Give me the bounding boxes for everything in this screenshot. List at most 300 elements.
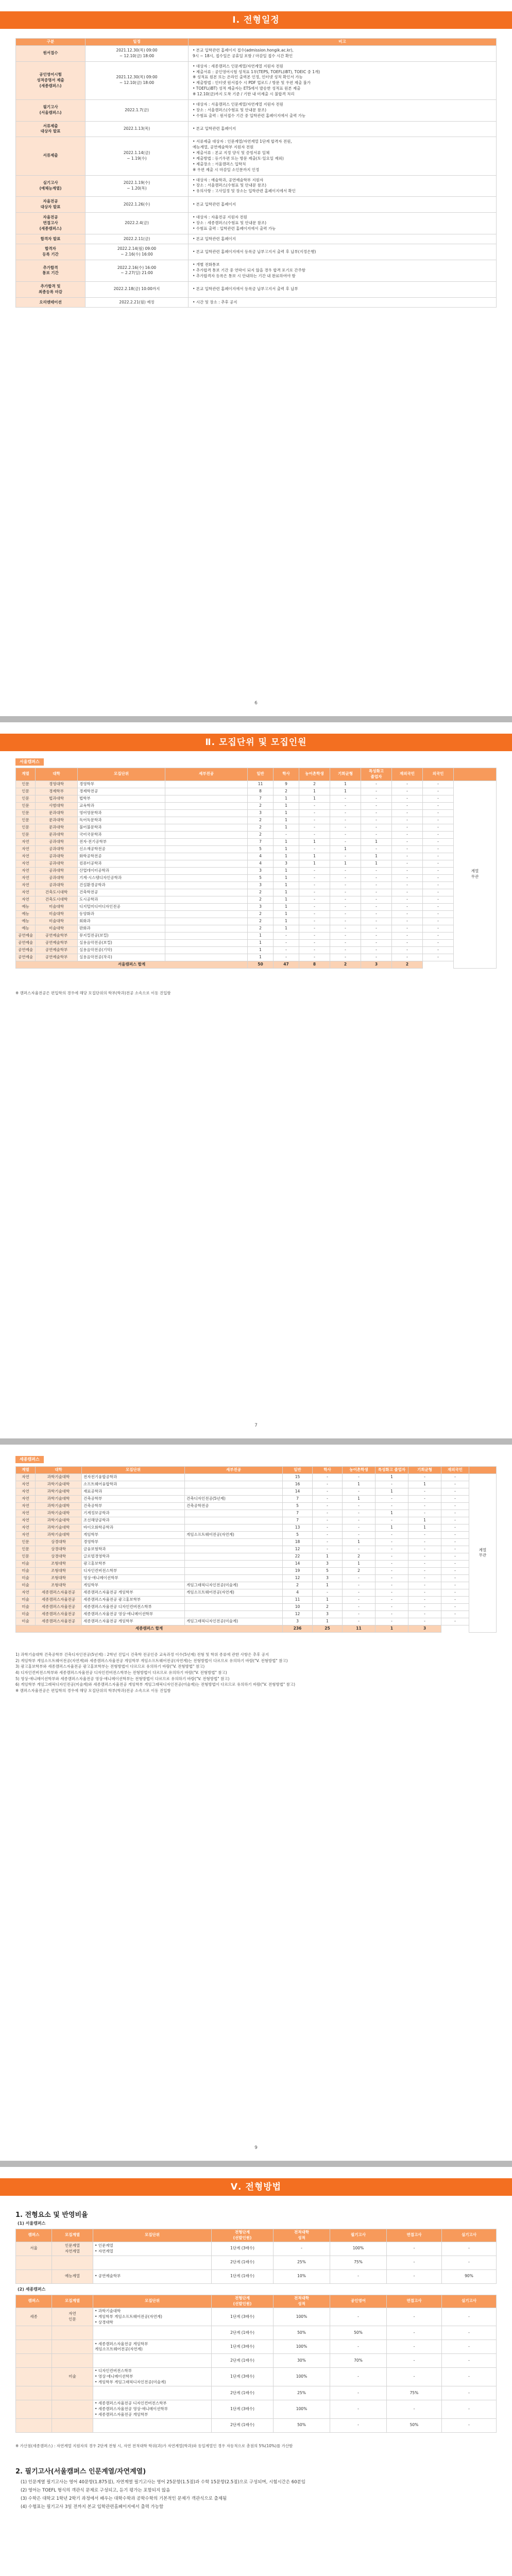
track-cell bbox=[52, 2256, 93, 2269]
major-cell bbox=[185, 1560, 283, 1567]
unit-cell: 산업데이터공학과 bbox=[78, 867, 165, 874]
side-note-cell: 계열 무관 bbox=[454, 781, 497, 968]
track-cell: 미술 bbox=[16, 1618, 36, 1625]
schedule-row bbox=[16, 137, 497, 175]
method-row bbox=[16, 2368, 497, 2386]
count-cell: - bbox=[361, 802, 392, 809]
practical-cell: - bbox=[442, 2418, 497, 2432]
track-cell: 공연예술 bbox=[16, 954, 36, 961]
college-cell: 건축도시대학 bbox=[36, 896, 78, 903]
quota-row bbox=[16, 1560, 497, 1567]
method-row bbox=[16, 2340, 497, 2354]
track-cell: 자연 bbox=[16, 896, 36, 903]
count-cell: - bbox=[361, 939, 392, 946]
unit-cell bbox=[93, 2418, 212, 2432]
college-cell: 과학기술대학 bbox=[36, 1531, 82, 1538]
track-cell: 자연 bbox=[16, 1495, 36, 1502]
quota-row bbox=[16, 903, 497, 910]
count-cell: - bbox=[361, 903, 392, 910]
count-cell: - bbox=[441, 1567, 469, 1574]
track-cell: 자연 bbox=[16, 882, 36, 889]
count-cell: 1 bbox=[330, 860, 361, 867]
count-cell: - bbox=[392, 809, 423, 817]
schedule-remark: • 대상자 : 서울캠퍼스 인문계열/자연계열 지원자 전원 • 장소 : 서울캠퍼스(수험표 및 안내문 참조) • 수험표 출력 : 원서접수 기간 중 입학관련 홈페이지에서 출력 가능 bbox=[189, 99, 497, 121]
column-header: 계열 bbox=[16, 1467, 36, 1474]
total-value: 47 bbox=[274, 961, 299, 968]
track-cell: 인문 bbox=[16, 795, 36, 802]
count-cell: 7 bbox=[283, 1495, 313, 1502]
major-cell bbox=[185, 1603, 283, 1611]
count-cell: - bbox=[423, 802, 454, 809]
page-1 bbox=[0, 0, 512, 716]
count-cell: - bbox=[392, 932, 423, 939]
schedule-row bbox=[16, 297, 497, 308]
count-cell: - bbox=[343, 1574, 376, 1582]
count-cell: - bbox=[343, 1510, 376, 1517]
track-cell: 인문 bbox=[16, 781, 36, 788]
column-header: 외국인 bbox=[423, 768, 454, 781]
quota-row bbox=[16, 1582, 497, 1589]
count-cell: 2 bbox=[248, 896, 274, 903]
college-cell: 과학기술대학 bbox=[36, 1495, 82, 1502]
interview-cell: 75% bbox=[387, 2386, 442, 2400]
count-cell: 1 bbox=[248, 946, 274, 954]
count-cell: - bbox=[392, 831, 423, 838]
count-cell: - bbox=[392, 860, 423, 867]
count-cell: - bbox=[361, 867, 392, 874]
major-cell bbox=[165, 939, 248, 946]
campus-cell bbox=[16, 2269, 52, 2283]
column-header: 모집계열 bbox=[52, 2229, 93, 2242]
count-cell: - bbox=[361, 845, 392, 853]
count-cell: 1 bbox=[274, 918, 299, 925]
written-exam-item: (2) 영어는 TOEFL 형식의 객관식 문제로 구성되고, 듣기 평가는 포함되지 않음 bbox=[21, 2488, 170, 2494]
count-cell: - bbox=[376, 1502, 408, 1510]
count-cell: 12 bbox=[283, 1574, 313, 1582]
total-value: 8 bbox=[299, 961, 330, 968]
interview-cell: - bbox=[387, 2340, 442, 2354]
track-cell: 예능 bbox=[16, 918, 36, 925]
major-cell bbox=[165, 882, 248, 889]
count-cell: - bbox=[408, 1582, 441, 1589]
column-header: 기회균형 bbox=[330, 768, 361, 781]
footnote: 5) 영상·애니메이션학부와 세종캠퍼스자율전공 영상·애니메이션학부는 전형방법이 다르므로 유의하기 바람("V. 전형방법" 참고) bbox=[15, 1676, 230, 1681]
count-cell: - bbox=[441, 1596, 469, 1603]
count-cell: - bbox=[408, 1596, 441, 1603]
count-cell: - bbox=[423, 853, 454, 860]
section-banner bbox=[0, 2178, 512, 2196]
method-row bbox=[16, 2242, 497, 2256]
count-cell: 3 bbox=[248, 903, 274, 910]
schedule-date: 2022.2.4(금) bbox=[86, 212, 189, 234]
track-cell: 자연 bbox=[16, 867, 36, 874]
track-cell: 인문 bbox=[16, 788, 36, 795]
count-cell: - bbox=[330, 939, 361, 946]
count-cell: - bbox=[376, 1596, 408, 1603]
count-cell: - bbox=[441, 1618, 469, 1625]
count-cell: - bbox=[376, 1531, 408, 1538]
unit-cell: 동양화과 bbox=[78, 910, 165, 918]
count-cell: 5 bbox=[248, 845, 274, 853]
unit-cell: 뮤지컬전공(보컬) bbox=[78, 932, 165, 939]
count-cell: 2 bbox=[248, 831, 274, 838]
count-cell: - bbox=[343, 1488, 376, 1495]
count-cell: 1 bbox=[376, 1524, 408, 1531]
column-header: 전형단계 (선발인원) bbox=[212, 2229, 274, 2242]
count-cell: - bbox=[441, 1502, 469, 1510]
count-cell: - bbox=[376, 1560, 408, 1567]
count-cell: 14 bbox=[283, 1560, 313, 1567]
interview-cell: 50% bbox=[387, 2418, 442, 2432]
column-header: 기회균형 bbox=[408, 1467, 441, 1474]
unit-cell: 금융보험학과 bbox=[82, 1546, 185, 1553]
count-cell: - bbox=[392, 845, 423, 853]
schedule-remark: • 본교 입학관련 홈페이지에서 등록금 납부고지서 출력 후 납부 bbox=[189, 281, 497, 297]
college-cell: 사범대학 bbox=[36, 802, 78, 809]
quota-row bbox=[16, 925, 497, 932]
count-cell: - bbox=[376, 1553, 408, 1560]
seoul-quota-table bbox=[15, 768, 497, 969]
count-cell: - bbox=[423, 809, 454, 817]
gpa-cell: 25% bbox=[274, 2256, 330, 2269]
count-cell: - bbox=[299, 954, 330, 961]
count-cell: - bbox=[376, 1517, 408, 1524]
count-cell: - bbox=[441, 1603, 469, 1611]
schedule-date: 2021.12.30(목) 09:00 ~ 12.10(금) 18:00 bbox=[86, 45, 189, 61]
unit-cell: 도시공학과 bbox=[78, 896, 165, 903]
unit-cell: 세종캠퍼스자율전공 디자인컨버전스학부 bbox=[82, 1603, 185, 1611]
count-cell: - bbox=[313, 1524, 343, 1531]
count-cell: - bbox=[343, 1582, 376, 1589]
major-cell bbox=[165, 903, 248, 910]
total-value: 25 bbox=[313, 1625, 343, 1632]
count-cell: 1 bbox=[330, 781, 361, 788]
count-cell: - bbox=[408, 1567, 441, 1574]
count-cell: 2 bbox=[274, 788, 299, 795]
major-cell: 게임그래픽디자인전공(미술계) bbox=[185, 1618, 283, 1625]
college-cell: 조형대학 bbox=[36, 1560, 82, 1567]
unit-cell: 재료공학과 bbox=[82, 1488, 185, 1495]
column-header: 계열 bbox=[16, 768, 36, 781]
count-cell: - bbox=[408, 1589, 441, 1596]
schedule-item: 추가합격 및 최종등록 마감 bbox=[16, 281, 86, 297]
count-cell: - bbox=[441, 1531, 469, 1538]
count-cell: - bbox=[361, 831, 392, 838]
schedule-remark: • 개별 전화통보 • 추가합격 통보 기간 중 연락이 되지 않을 경우 합격 포기로 간주함 • 추가합격자 등록은 통보 시 안내하는 기간 내 완료하여야 함 bbox=[189, 260, 497, 282]
schedule-item: 자율전공 대상자 발표 bbox=[16, 197, 86, 213]
count-cell: - bbox=[299, 817, 330, 824]
college-cell: 과학기술대학 bbox=[36, 1524, 82, 1531]
schedule-item: 오리엔테이션 bbox=[16, 297, 86, 308]
college-cell: 미술대학 bbox=[36, 918, 78, 925]
schedule-date: 2022.2.14(월) 09:00 ~ 2.16(수) 16:00 bbox=[86, 244, 189, 260]
count-cell: - bbox=[408, 1531, 441, 1538]
count-cell: 12 bbox=[283, 1546, 313, 1553]
major-cell bbox=[185, 1488, 283, 1495]
count-cell: 3 bbox=[313, 1574, 343, 1582]
page-number: 7 bbox=[254, 1423, 258, 1428]
track-cell: 예능 bbox=[16, 910, 36, 918]
track-cell: 미술 bbox=[16, 1582, 36, 1589]
quota-row bbox=[16, 939, 497, 946]
quota-row bbox=[16, 1596, 497, 1603]
schedule-row bbox=[16, 281, 497, 297]
college-cell: 공과대학 bbox=[36, 853, 78, 860]
count-cell: - bbox=[441, 1524, 469, 1531]
column-header: 재외국민 bbox=[392, 768, 423, 781]
unit-cell: 세종캠퍼스자율전공 게임학부 bbox=[82, 1589, 185, 1596]
count-cell: - bbox=[343, 1603, 376, 1611]
count-cell: - bbox=[313, 1481, 343, 1488]
unit-cell: 건축공학부 bbox=[82, 1502, 185, 1510]
count-cell: - bbox=[392, 853, 423, 860]
schedule-date: 2022.2.21(월) 예정 bbox=[86, 297, 189, 308]
quota-row bbox=[16, 838, 497, 845]
count-cell: - bbox=[441, 1574, 469, 1582]
count-cell: 2 bbox=[299, 781, 330, 788]
column-header: 모집계열 bbox=[52, 2295, 93, 2308]
count-cell: 1 bbox=[313, 1582, 343, 1589]
stage-cell: 2단계 (1배수) bbox=[212, 2386, 274, 2400]
schedule-date: 2022.2.16(수) 16:00 ~ 2.27(일) 21:00 bbox=[86, 260, 189, 282]
stage-cell: 1단계 (1배수) bbox=[212, 2269, 274, 2283]
count-cell: - bbox=[343, 1531, 376, 1538]
quota-row bbox=[16, 809, 497, 817]
count-cell: - bbox=[361, 925, 392, 932]
count-cell: 18 bbox=[283, 1538, 313, 1546]
college-cell: 경영대학 bbox=[36, 781, 78, 788]
count-cell: - bbox=[274, 932, 299, 939]
total-value: 236 bbox=[283, 1625, 313, 1632]
interview-cell: - bbox=[387, 2354, 442, 2368]
count-cell: - bbox=[376, 1589, 408, 1596]
track-cell: 미술 bbox=[16, 1611, 36, 1618]
college-cell: 건축도시대학 bbox=[36, 889, 78, 896]
count-cell: - bbox=[392, 939, 423, 946]
quota-row bbox=[16, 954, 497, 961]
count-cell: 1 bbox=[299, 838, 330, 845]
count-cell: 2 bbox=[248, 925, 274, 932]
count-cell: 1 bbox=[274, 795, 299, 802]
count-cell: - bbox=[441, 1560, 469, 1567]
unit-cell: 광고홍보학부 bbox=[82, 1560, 185, 1567]
count-cell: 1 bbox=[313, 1553, 343, 1560]
total-value: 50 bbox=[248, 961, 274, 968]
count-cell: - bbox=[299, 896, 330, 903]
count-cell: 1 bbox=[274, 817, 299, 824]
column-header: 비고 bbox=[189, 39, 497, 46]
count-cell: - bbox=[441, 1611, 469, 1618]
major-cell bbox=[185, 1596, 283, 1603]
schedule-row bbox=[16, 212, 497, 234]
count-cell: - bbox=[299, 918, 330, 925]
interview-cell: - bbox=[387, 2308, 442, 2326]
bonus-note: ※ 가산점(세종캠퍼스) : 자연계열 지원자의 경우 2단계 전형 시, 자연 전적대학 학위(과)가 자연계열(학과)와 동일계열인 경우 자동적으로 총점의 5%(10%)를 가산함 bbox=[15, 2444, 293, 2448]
column-header: 모집단위 bbox=[93, 2229, 212, 2242]
schedule-row bbox=[16, 61, 497, 99]
count-cell: - bbox=[274, 939, 299, 946]
count-cell: 14 bbox=[283, 1488, 313, 1495]
count-cell: 1 bbox=[274, 903, 299, 910]
count-cell: - bbox=[441, 1589, 469, 1596]
unit-cell: 경영학부 bbox=[78, 781, 165, 788]
count-cell: 1 bbox=[274, 824, 299, 831]
gpa-cell: 100% bbox=[274, 2340, 330, 2354]
unit-cell: 컴퓨터공학과 bbox=[78, 860, 165, 867]
count-cell: 1 bbox=[274, 874, 299, 882]
quota-row bbox=[16, 1538, 497, 1546]
column-header: 면접고사 bbox=[387, 2229, 442, 2242]
quota-row bbox=[16, 896, 497, 903]
count-cell: - bbox=[408, 1574, 441, 1582]
schedule-date: 2022.1.13(목) bbox=[86, 121, 189, 137]
practical-cell: - bbox=[442, 2308, 497, 2326]
column-header: 세부전공 bbox=[185, 1467, 283, 1474]
count-cell: - bbox=[376, 1546, 408, 1553]
count-cell: - bbox=[343, 1618, 376, 1625]
count-cell: 1 bbox=[274, 809, 299, 817]
major-cell bbox=[165, 910, 248, 918]
unit-cell bbox=[93, 2354, 212, 2368]
count-cell: - bbox=[376, 1603, 408, 1611]
college-cell: 세종캠퍼스자율전공 bbox=[36, 1589, 82, 1596]
college-cell: 세종캠퍼스자율전공 bbox=[36, 1603, 82, 1611]
unit-cell: • 디자인컨버전스학부 • 영상·애니메이션학부 • 게임학부 게임그래픽디자인전공(미술계) bbox=[93, 2368, 212, 2386]
track-cell: 자연 bbox=[16, 1510, 36, 1517]
track-cell: 예능 bbox=[16, 903, 36, 910]
section-title: Ⅰ. 전형일정 bbox=[232, 15, 280, 25]
schedule-date: 2022.1.26(수) bbox=[86, 197, 189, 213]
count-cell: - bbox=[423, 889, 454, 896]
college-cell: 상경대학 bbox=[36, 1553, 82, 1560]
page-2 bbox=[0, 722, 512, 1438]
unit-cell: • 공연예술학부 bbox=[93, 2269, 212, 2283]
major-cell bbox=[165, 802, 248, 809]
quota-row bbox=[16, 1517, 497, 1524]
college-cell: 조형대학 bbox=[36, 1574, 82, 1582]
count-cell: - bbox=[313, 1517, 343, 1524]
count-cell: 2 bbox=[343, 1553, 376, 1560]
track-cell: 자연 bbox=[16, 1517, 36, 1524]
unit-cell: 기계·시스템디자인공학과 bbox=[78, 874, 165, 882]
sejong-method-table bbox=[15, 2295, 497, 2433]
track-cell: 인문 bbox=[16, 1538, 36, 1546]
count-cell: 3 bbox=[313, 1611, 343, 1618]
count-cell: - bbox=[361, 809, 392, 817]
count-cell: - bbox=[392, 910, 423, 918]
quota-note: ※ 캠퍼스자율전공은 편입학의 경우에 해당 모집단위의 학부(학과)전공 소속으로 이동 진입함 bbox=[15, 991, 171, 995]
stage-cell: 1단계 (3배수) bbox=[212, 2242, 274, 2256]
college-cell: 법과대학 bbox=[36, 795, 78, 802]
method-row bbox=[16, 2386, 497, 2400]
count-cell: - bbox=[299, 867, 330, 874]
count-cell: - bbox=[376, 1538, 408, 1546]
count-cell: - bbox=[313, 1546, 343, 1553]
count-cell: - bbox=[299, 845, 330, 853]
count-cell: 1 bbox=[313, 1618, 343, 1625]
major-cell bbox=[185, 1553, 283, 1560]
count-cell: - bbox=[408, 1502, 441, 1510]
major-cell bbox=[185, 1481, 283, 1488]
count-cell: - bbox=[392, 925, 423, 932]
count-cell: - bbox=[361, 795, 392, 802]
college-cell: 과학기술대학 bbox=[36, 1502, 82, 1510]
track-cell: 자연 인문 bbox=[52, 2308, 93, 2326]
count-cell: - bbox=[299, 809, 330, 817]
count-cell: - bbox=[299, 824, 330, 831]
section-banner bbox=[0, 11, 512, 29]
unit-cell: 실용음악전공(작곡) bbox=[78, 954, 165, 961]
college-cell: 미술대학 bbox=[36, 925, 78, 932]
count-cell: - bbox=[330, 925, 361, 932]
page-number: 9 bbox=[254, 2145, 258, 2150]
exam1-cell: - bbox=[330, 2386, 387, 2400]
page-3 bbox=[0, 1445, 512, 2161]
interview-cell: - bbox=[387, 2242, 442, 2256]
total-row bbox=[16, 1625, 497, 1632]
count-cell: - bbox=[361, 889, 392, 896]
page-4 bbox=[0, 2167, 512, 2576]
college-cell: 공과대학 bbox=[36, 867, 78, 874]
count-cell: 1 bbox=[343, 1560, 376, 1567]
count-cell: - bbox=[376, 1582, 408, 1589]
practical-cell: - bbox=[442, 2242, 497, 2256]
column-header: 모집단위 bbox=[82, 1467, 185, 1474]
college-cell: 문과대학 bbox=[36, 824, 78, 831]
count-cell: - bbox=[408, 1495, 441, 1502]
column-header: 특성화고 졸업자 bbox=[361, 768, 392, 781]
count-cell: - bbox=[408, 1546, 441, 1553]
college-cell: 조형대학 bbox=[36, 1567, 82, 1574]
column-header: 학사 bbox=[313, 1467, 343, 1474]
schedule-row bbox=[16, 45, 497, 61]
count-cell: - bbox=[376, 1618, 408, 1625]
written-exam-list bbox=[21, 2478, 494, 2512]
track-cell: 자연 bbox=[16, 1531, 36, 1538]
college-cell: 문과대학 bbox=[36, 817, 78, 824]
schedule-date: 2022.1.7(금) bbox=[86, 99, 189, 121]
schedule-remark: • 본교 입학관련 홈페이지에서 등록금 납부고지서 출력 후 납부(지정은행) bbox=[189, 244, 497, 260]
track-cell: 인문 bbox=[16, 817, 36, 824]
college-cell: 과학기술대학 bbox=[36, 1488, 82, 1495]
quota-row bbox=[16, 1611, 497, 1618]
major-cell bbox=[165, 925, 248, 932]
track-cell: 인문 bbox=[16, 831, 36, 838]
schedule-remark: • 대상자 : 세종캠퍼스 인문계열/자연계열 지원자 전원 • 제출서류 : 공인영어시험 성적표 1부(TEPS, TOEFL(iBT), TOEIC 중 1개) ※ 성적표 원본 또는 온라인 출력본 인정, 인터넷 성적 확인서 가능 • 제출방법 : 인터넷 원서접수 시 PDF 업로드 / 방문 및 우편 제출 불가 • TOEFL(iBT) 성적 제출자는 ETS에서 발송한 성적표 원본 제출 ※ 12.10(금)까지 도착 기준 / 기한 내 미제출 시 불합격 처리 bbox=[189, 61, 497, 99]
count-cell: 2 bbox=[248, 802, 274, 809]
count-cell: - bbox=[330, 932, 361, 939]
column-header: 전적대학 성적 bbox=[274, 2229, 330, 2242]
section-title: Ⅴ. 전형방법 bbox=[230, 2182, 282, 2192]
major-cell bbox=[165, 874, 248, 882]
campus-tag: 서울캠퍼스 bbox=[15, 758, 44, 766]
count-cell: - bbox=[330, 954, 361, 961]
count-cell: - bbox=[330, 896, 361, 903]
count-cell: 3 bbox=[248, 809, 274, 817]
count-cell: - bbox=[408, 1473, 441, 1481]
unit-cell: 디자인컨버전스학부 bbox=[82, 1567, 185, 1574]
count-cell: - bbox=[343, 1596, 376, 1603]
count-cell: - bbox=[330, 831, 361, 838]
track-cell: 자연 bbox=[16, 1502, 36, 1510]
schedule-row bbox=[16, 99, 497, 121]
quota-row bbox=[16, 1473, 497, 1481]
unit-cell: 게임학부 bbox=[82, 1582, 185, 1589]
count-cell: 1 bbox=[248, 932, 274, 939]
method-row bbox=[16, 2269, 497, 2283]
column-header: 면접고사 bbox=[387, 2295, 442, 2308]
count-cell: - bbox=[441, 1546, 469, 1553]
